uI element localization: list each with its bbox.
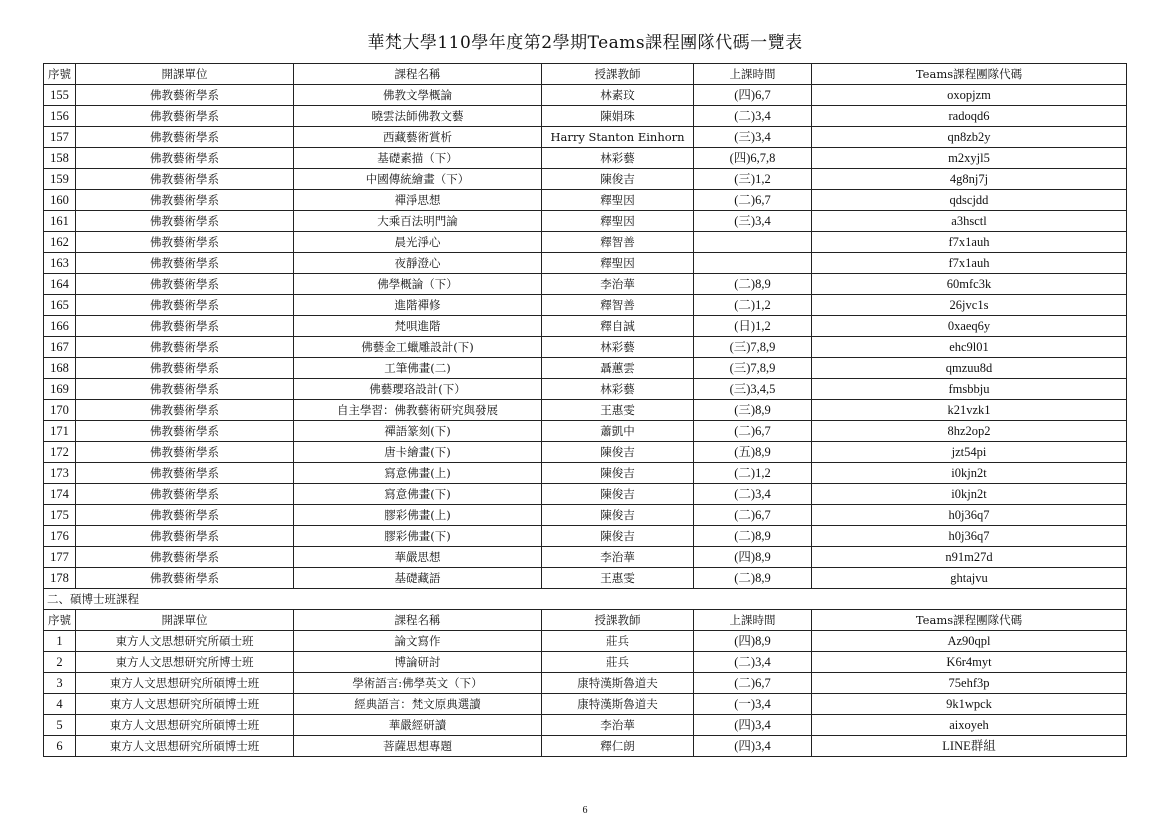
instructor-cell: 莊兵 <box>542 631 694 652</box>
course-name-cell: 佛藝瓔珞設計(下） <box>294 379 542 400</box>
teams-code-cell: h0j36q7 <box>812 526 1127 547</box>
serial-cell: 177 <box>44 547 76 568</box>
column-header: 授課教師 <box>542 610 694 631</box>
serial-cell: 169 <box>44 379 76 400</box>
course-name-cell: 夜靜澄心 <box>294 253 542 274</box>
course-name-cell: 禪語篆刻(下) <box>294 421 542 442</box>
department-cell: 佛教藝術學系 <box>76 400 294 421</box>
instructor-cell: 釋聖因 <box>542 190 694 211</box>
table-row <box>44 442 1127 463</box>
class-time-cell: (五)8,9 <box>694 442 812 463</box>
class-time-cell: (二)3,4 <box>694 652 812 673</box>
instructor-cell: 陳娟珠 <box>542 106 694 127</box>
column-header: 上課時間 <box>694 64 812 85</box>
instructor-cell: 釋智善 <box>542 295 694 316</box>
teams-code-cell: i0kjn2t <box>812 463 1127 484</box>
teams-code-cell: ehc9l01 <box>812 337 1127 358</box>
class-time-cell: (三)3,4 <box>694 211 812 232</box>
department-cell: 東方人文思想研究所碩博士班 <box>76 715 294 736</box>
column-header: 序號 <box>44 610 76 631</box>
class-time-cell: (四)6,7,8 <box>694 148 812 169</box>
teams-code-cell: h0j36q7 <box>812 505 1127 526</box>
instructor-cell: 林素玟 <box>542 85 694 106</box>
instructor-cell: 李治華 <box>542 715 694 736</box>
class-time-cell: (二)3,4 <box>694 106 812 127</box>
teams-code-cell: qdscjdd <box>812 190 1127 211</box>
teams-code-cell: m2xyjl5 <box>812 148 1127 169</box>
serial-cell: 4 <box>44 694 76 715</box>
serial-cell: 171 <box>44 421 76 442</box>
serial-cell: 160 <box>44 190 76 211</box>
column-header: 開課單位 <box>76 610 294 631</box>
course-name-cell: 寫意佛畫(下) <box>294 484 542 505</box>
department-cell: 佛教藝術學系 <box>76 526 294 547</box>
department-cell: 東方人文思想研究所碩博士班 <box>76 673 294 694</box>
course-name-cell: 基礎素描（下） <box>294 148 542 169</box>
class-time-cell: (三)1,2 <box>694 169 812 190</box>
column-header: 課程名稱 <box>294 610 542 631</box>
teams-code-cell: Az90qpl <box>812 631 1127 652</box>
department-cell: 佛教藝術學系 <box>76 463 294 484</box>
department-cell: 佛教藝術學系 <box>76 547 294 568</box>
column-header: Teams課程團隊代碼 <box>812 610 1127 631</box>
instructor-cell: 釋聖因 <box>542 253 694 274</box>
department-cell: 佛教藝術學系 <box>76 337 294 358</box>
class-time-cell: (四)8,9 <box>694 547 812 568</box>
instructor-cell: 陳俊吉 <box>542 526 694 547</box>
instructor-cell: 王惠雯 <box>542 400 694 421</box>
table-row <box>44 253 1127 274</box>
serial-cell: 176 <box>44 526 76 547</box>
teams-code-cell: f7x1auh <box>812 232 1127 253</box>
column-header: 開課單位 <box>76 64 294 85</box>
class-time-cell: (二)6,7 <box>694 673 812 694</box>
teams-code-cell: i0kjn2t <box>812 484 1127 505</box>
table-row <box>44 295 1127 316</box>
class-time-cell: (二)6,7 <box>694 421 812 442</box>
class-time-cell: (一)3,4 <box>694 694 812 715</box>
serial-cell: 162 <box>44 232 76 253</box>
department-cell: 佛教藝術學系 <box>76 232 294 253</box>
serial-cell: 173 <box>44 463 76 484</box>
department-cell: 佛教藝術學系 <box>76 190 294 211</box>
department-cell: 東方人文思想研究所碩士班 <box>76 631 294 652</box>
column-header: 授課教師 <box>542 64 694 85</box>
serial-cell: 156 <box>44 106 76 127</box>
teams-code-cell: f7x1auh <box>812 253 1127 274</box>
serial-cell: 165 <box>44 295 76 316</box>
course-name-cell: 佛藝金工蠟雕設計(下) <box>294 337 542 358</box>
table-row <box>44 421 1127 442</box>
table-row <box>44 85 1127 106</box>
table-row <box>44 316 1127 337</box>
table-row <box>44 631 1127 652</box>
table-row <box>44 232 1127 253</box>
department-cell: 東方人文思想研究所碩博士班 <box>76 694 294 715</box>
course-name-cell: 膠彩佛畫(上) <box>294 505 542 526</box>
instructor-cell: 陳俊吉 <box>542 505 694 526</box>
section-label: 二、碩博士班課程 <box>44 589 1127 610</box>
instructor-cell: 王惠雯 <box>542 568 694 589</box>
table-row <box>44 274 1127 295</box>
table-row <box>44 526 1127 547</box>
department-cell: 東方人文思想研究所博士班 <box>76 652 294 673</box>
class-time-cell: (二)3,4 <box>694 484 812 505</box>
teams-code-cell: 9k1wpck <box>812 694 1127 715</box>
table-row <box>44 211 1127 232</box>
serial-cell: 157 <box>44 127 76 148</box>
serial-cell: 1 <box>44 631 76 652</box>
course-name-cell: 博論研討 <box>294 652 542 673</box>
instructor-cell: 聶蕙雲 <box>542 358 694 379</box>
class-time-cell: (三)3,4,5 <box>694 379 812 400</box>
class-time-cell: (日)1,2 <box>694 316 812 337</box>
instructor-cell: 釋仁朗 <box>542 736 694 757</box>
table-row <box>44 568 1127 589</box>
column-header: 上課時間 <box>694 610 812 631</box>
table-row <box>44 694 1127 715</box>
class-time-cell: (三)8,9 <box>694 400 812 421</box>
department-cell: 佛教藝術學系 <box>76 85 294 106</box>
instructor-cell: 林彩藝 <box>542 337 694 358</box>
table-row <box>44 358 1127 379</box>
serial-cell: 168 <box>44 358 76 379</box>
course-name-cell: 華嚴思想 <box>294 547 542 568</box>
instructor-cell: 釋自誠 <box>542 316 694 337</box>
course-name-cell: 佛教文學概論 <box>294 85 542 106</box>
teams-code-cell: 26jvc1s <box>812 295 1127 316</box>
instructor-cell: 康特漢斯魯道夫 <box>542 673 694 694</box>
instructor-cell: 莊兵 <box>542 652 694 673</box>
course-name-cell: 自主學習：佛教藝術研究與發展 <box>294 400 542 421</box>
instructor-cell: 康特漢斯魯道夫 <box>542 694 694 715</box>
teams-code-cell: radoqd6 <box>812 106 1127 127</box>
serial-cell: 172 <box>44 442 76 463</box>
section-row <box>44 589 1127 610</box>
class-time-cell: (三)7,8,9 <box>694 337 812 358</box>
course-name-cell: 學術語言:佛學英文（下） <box>294 673 542 694</box>
page-title: 華梵大學110學年度第2學期Teams課程團隊代碼一覽表 <box>367 33 803 53</box>
course-name-cell: 論文寫作 <box>294 631 542 652</box>
course-name-cell: 寫意佛畫(上) <box>294 463 542 484</box>
department-cell: 佛教藝術學系 <box>76 148 294 169</box>
course-name-cell: 中國傳統繪畫（下） <box>294 169 542 190</box>
class-time-cell <box>694 253 812 274</box>
teams-code-cell: qmzuu8d <box>812 358 1127 379</box>
column-header: 序號 <box>44 64 76 85</box>
table-row <box>44 715 1127 736</box>
table-row <box>44 505 1127 526</box>
course-name-cell: 進階禪修 <box>294 295 542 316</box>
course-name-cell: 膠彩佛畫(下) <box>294 526 542 547</box>
department-cell: 佛教藝術學系 <box>76 421 294 442</box>
serial-cell: 166 <box>44 316 76 337</box>
serial-cell: 158 <box>44 148 76 169</box>
serial-cell: 167 <box>44 337 76 358</box>
class-time-cell: (二)1,2 <box>694 463 812 484</box>
department-cell: 東方人文思想研究所碩博士班 <box>76 736 294 757</box>
instructor-cell: 林彩藝 <box>542 379 694 400</box>
instructor-cell: 蕭凱中 <box>542 421 694 442</box>
teams-code-cell: 0xaeq6y <box>812 316 1127 337</box>
teams-code-cell: qn8zb2y <box>812 127 1127 148</box>
course-name-cell: 晨光淨心 <box>294 232 542 253</box>
course-name-cell: 基礎藏語 <box>294 568 542 589</box>
teams-code-cell: fmsbbju <box>812 379 1127 400</box>
teams-code-cell: a3hsctl <box>812 211 1127 232</box>
instructor-cell: 陳俊吉 <box>542 484 694 505</box>
class-time-cell: (四)3,4 <box>694 715 812 736</box>
teams-code-cell: 8hz2op2 <box>812 421 1127 442</box>
serial-cell: 174 <box>44 484 76 505</box>
instructor-cell: 陳俊吉 <box>542 442 694 463</box>
course-name-cell: 大乘百法明門論 <box>294 211 542 232</box>
department-cell: 佛教藝術學系 <box>76 484 294 505</box>
table-row <box>44 484 1127 505</box>
course-name-cell: 華嚴經研讀 <box>294 715 542 736</box>
column-header: Teams課程團隊代碼 <box>812 64 1127 85</box>
table-row <box>44 106 1127 127</box>
serial-cell: 2 <box>44 652 76 673</box>
table-row <box>44 673 1127 694</box>
serial-cell: 159 <box>44 169 76 190</box>
instructor-cell: 陳俊吉 <box>542 169 694 190</box>
teams-code-cell: 4g8nj7j <box>812 169 1127 190</box>
instructor-cell: Harry Stanton Einhorn <box>542 127 694 148</box>
class-time-cell: (二)6,7 <box>694 190 812 211</box>
serial-cell: 170 <box>44 400 76 421</box>
header-row <box>44 64 1127 85</box>
table-row <box>44 190 1127 211</box>
teams-code-cell: LINE群組 <box>812 736 1127 757</box>
department-cell: 佛教藝術學系 <box>76 442 294 463</box>
instructor-cell: 釋聖因 <box>542 211 694 232</box>
course-name-cell: 曉雲法師佛教文藝 <box>294 106 542 127</box>
class-time-cell: (二)6,7 <box>694 505 812 526</box>
teams-code-cell: 75ehf3p <box>812 673 1127 694</box>
course-name-cell: 唐卡繪畫(下) <box>294 442 542 463</box>
course-name-cell: 工筆佛畫(二) <box>294 358 542 379</box>
teams-code-cell: oxopjzm <box>812 85 1127 106</box>
class-time-cell: (三)3,4 <box>694 127 812 148</box>
table-row <box>44 736 1127 757</box>
department-cell: 佛教藝術學系 <box>76 379 294 400</box>
serial-cell: 5 <box>44 715 76 736</box>
teams-code-cell: K6r4myt <box>812 652 1127 673</box>
serial-cell: 155 <box>44 85 76 106</box>
department-cell: 佛教藝術學系 <box>76 316 294 337</box>
table-row <box>44 463 1127 484</box>
teams-code-cell: aixoyeh <box>812 715 1127 736</box>
department-cell: 佛教藝術學系 <box>76 169 294 190</box>
serial-cell: 178 <box>44 568 76 589</box>
serial-cell: 161 <box>44 211 76 232</box>
class-time-cell: (四)3,4 <box>694 736 812 757</box>
course-name-cell: 禪淨思想 <box>294 190 542 211</box>
serial-cell: 175 <box>44 505 76 526</box>
department-cell: 佛教藝術學系 <box>76 106 294 127</box>
department-cell: 佛教藝術學系 <box>76 211 294 232</box>
class-time-cell: (二)1,2 <box>694 295 812 316</box>
serial-cell: 3 <box>44 673 76 694</box>
table-row <box>44 127 1127 148</box>
table-row <box>44 169 1127 190</box>
instructor-cell: 林彩藝 <box>542 148 694 169</box>
serial-cell: 6 <box>44 736 76 757</box>
department-cell: 佛教藝術學系 <box>76 295 294 316</box>
course-name-cell: 菩薩思想專題 <box>294 736 542 757</box>
serial-cell: 163 <box>44 253 76 274</box>
teams-code-cell: n91m27d <box>812 547 1127 568</box>
department-cell: 佛教藝術學系 <box>76 358 294 379</box>
class-time-cell: (二)8,9 <box>694 568 812 589</box>
instructor-cell: 釋智善 <box>542 232 694 253</box>
table-row <box>44 337 1127 358</box>
course-code-table <box>43 63 1127 757</box>
class-time-cell: (三)7,8,9 <box>694 358 812 379</box>
table-row <box>44 400 1127 421</box>
instructor-cell: 李治華 <box>542 274 694 295</box>
table-row <box>44 547 1127 568</box>
department-cell: 佛教藝術學系 <box>76 568 294 589</box>
course-name-cell: 經典語言：梵文原典選讀 <box>294 694 542 715</box>
teams-code-cell: k21vzk1 <box>812 400 1127 421</box>
table-row <box>44 379 1127 400</box>
class-time-cell: (二)8,9 <box>694 526 812 547</box>
class-time-cell: (四)6,7 <box>694 85 812 106</box>
teams-code-cell: jzt54pi <box>812 442 1127 463</box>
course-name-cell: 佛學概論（下） <box>294 274 542 295</box>
serial-cell: 164 <box>44 274 76 295</box>
class-time-cell: (二)8,9 <box>694 274 812 295</box>
department-cell: 佛教藝術學系 <box>76 274 294 295</box>
department-cell: 佛教藝術學系 <box>76 127 294 148</box>
class-time-cell <box>694 232 812 253</box>
course-name-cell: 西藏藝術賞析 <box>294 127 542 148</box>
teams-code-cell: 60mfc3k <box>812 274 1127 295</box>
header-row-section2 <box>44 610 1127 631</box>
instructor-cell: 李治華 <box>542 547 694 568</box>
class-time-cell: (四)8,9 <box>694 631 812 652</box>
teams-code-cell: ghtajvu <box>812 568 1127 589</box>
department-cell: 佛教藝術學系 <box>76 253 294 274</box>
table-row <box>44 652 1127 673</box>
column-header: 課程名稱 <box>294 64 542 85</box>
instructor-cell: 陳俊吉 <box>542 463 694 484</box>
department-cell: 佛教藝術學系 <box>76 505 294 526</box>
table-row <box>44 148 1127 169</box>
page-number: 6 <box>582 805 588 816</box>
course-name-cell: 梵唄進階 <box>294 316 542 337</box>
